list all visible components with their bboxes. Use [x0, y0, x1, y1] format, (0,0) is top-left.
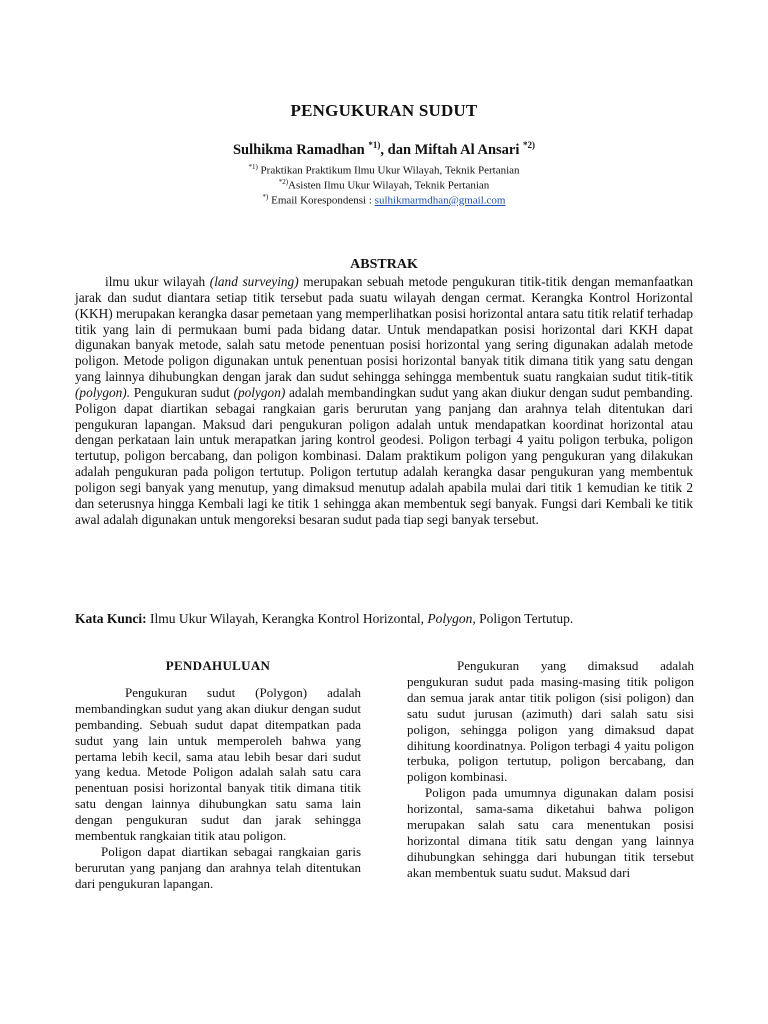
- abstract-italic-1: (land surveying): [209, 274, 299, 289]
- abstract-body: [75, 274, 693, 528]
- keywords-italic: Polygon,: [427, 611, 476, 626]
- author-separator: , dan: [380, 141, 415, 158]
- paper-title: PENGUKURAN SUDUT: [290, 101, 478, 120]
- affiliation-2-text: Asisten Ilmu Ukur Wilayah, Teknik Pertanian: [288, 179, 490, 192]
- keywords-text-1: Ilmu Ukur Wilayah, Kerangka Kontrol Horizontal,: [146, 611, 428, 626]
- abstract-italic-2: (polygon).: [75, 384, 131, 400]
- author-1: Sulhikma Ramadhan: [232, 141, 365, 158]
- right-paragraph-2: Poligon pada umumnya digunakan dalam posisi horizontal, sama-sama diketahui bahwa poligon merupakan salah satu cara menentukan posisi horizontal dimana titik satu dengan yang lainnya dihubungkan sehingga dari hubungan titik tersebut akan membentuk suatu sudut. Maksud dari: [407, 785, 694, 880]
- affiliation-1-text: Praktikan Praktikum Ilmu Ukur Wilayah, Teknik Pertanian: [257, 164, 520, 177]
- abstract-text-1: ilmu ukur wilayah: [105, 274, 210, 289]
- author-2-mark: *2): [523, 140, 535, 150]
- affiliation-1-mark: *1): [248, 163, 258, 171]
- email-mark: *): [262, 193, 269, 201]
- abstract-text-4: adalah membandingkan sudut yang akan diukur dengan sudut pembanding. Poligon dapat diartikan sebagai rangkaian garis berurutan yang panjang dan arahnya telah ditentukan dari pengukuran lapangan. Maksud dari pengukuran poligon adalah untuk mendapatkan koordinat horizontal atau dengan perkataan lain untuk merapatkan jaring kontrol geodesi. Poligon terbagi 4 yaitu poligon terbuka, poligon tertutup, poligon bercabang, dan poligon kombinasi. Dalam praktikum poligon yang pengukuran yang dilakukan adalah pengukuran pada poligon tertutup. Poligon tertutup adalah kerangka dasar pengukuran yang membentuk poligon segi banyak yang menutup, yang dimaksud menutup adalah apabila mulai dari titik 1 kemudian ke titik 2 dan seterusnya hingga Kembali lagi ke titik 1 sehingga akan membentuk segi banyak. Fungsi dari Kembali ke titik awal adalah digunakan untuk mengoreksi besaran sudut pada tiap segi banyak tersebut.: [75, 384, 693, 527]
- keywords-label: Kata Kunci:: [75, 611, 147, 626]
- right-paragraph-1: Pengukuran yang dimaksud adalah pengukuran sudut pada masing-masing titik poligon dan semua jarak antar titik poligon (sisi poligon) dan satu sudut jurusan (azimuth) dari salah satu sisi poligon, sehingga poligon yang dimaksud dapat dihitung koordinatnya. Poligon terbagi 4 yaitu poligon terbuka, poligon tertutup, poligon bercabang, dan poligon kombinasi.: [407, 658, 694, 785]
- abstract-text-2: merupakan sebuah metode pengukuran titik-titik dengan memanfaatkan jarak dan sudut diantara setiap titik tersebut pada suatu wilayah dengan cermat. Kerangka Kontrol Horizontal (KKH) merupakan kerangka dasar pemetaan yang memperlihatkan posisi horizontal antara satu titik relatif terhadap titik yang lain di permukaan bumi pada bidang datar. Untuk mendapatkan posisi horizontal dari KKH dapat digunakan banyak metode, salah satu metode penentuan posisi horizontal yang sering digunakan adalah metode poligon. Metode poligon digunakan untuk penentuan posisi horizontal banyak titik dimana titik yang satu dengan yang lainnya dihubungkan dengan jarak dan sudut sehingga sehingga membentuk suatu rangkaian sudut titik-titik: [75, 274, 693, 385]
- right-column: [407, 658, 694, 881]
- email-label: Email Korespondensi :: [268, 194, 375, 207]
- email-link[interactable]: sulhikmarmdhan@gmail.com: [374, 194, 506, 207]
- author-2: Miftah Al Ansari: [414, 141, 520, 158]
- left-paragraph-1: Pengukuran sudut (Polygon) adalah membandingkan sudut yang akan diukur dengan sudut pembanding. Sebuah sudut dapat ditempatkan pada sudut yang lain untuk memperoleh bahwa yang pertama lebih kecil, sama atau lebih besar dari sudut yang kedua. Metode Poligon adalah salah satu cara penentuan posisi horizontal banyak titik dimana titik satu dengan lainnya dihubungkan satu sama lain dengan pengukuran sudut dan jarak sehingga membentuk rangkaian titik atau poligon.: [75, 684, 361, 844]
- abstract-paragraph: [75, 274, 693, 528]
- keywords-text-2: Poligon Tertutup.: [475, 611, 574, 626]
- section-heading-pendahuluan: PENDAHULUAN: [165, 658, 271, 673]
- keywords: [75, 611, 693, 627]
- left-paragraph-2: Poligon dapat diartikan sebagai rangkaian garis berurutan yang panjang dan arahnya telah ditentukan dari pengukuran lapangan.: [75, 843, 361, 891]
- author-line: [0, 140, 768, 159]
- author-1-mark: *1): [368, 140, 381, 150]
- email-line: [0, 190, 768, 209]
- abstract-text-3: Pengukuran sudut: [130, 384, 234, 400]
- abstract-italic-3: (polygon): [233, 384, 286, 400]
- affiliation-2-mark: *2): [278, 178, 289, 186]
- left-column: [75, 658, 361, 892]
- abstract-heading: ABSTRAK: [350, 257, 418, 272]
